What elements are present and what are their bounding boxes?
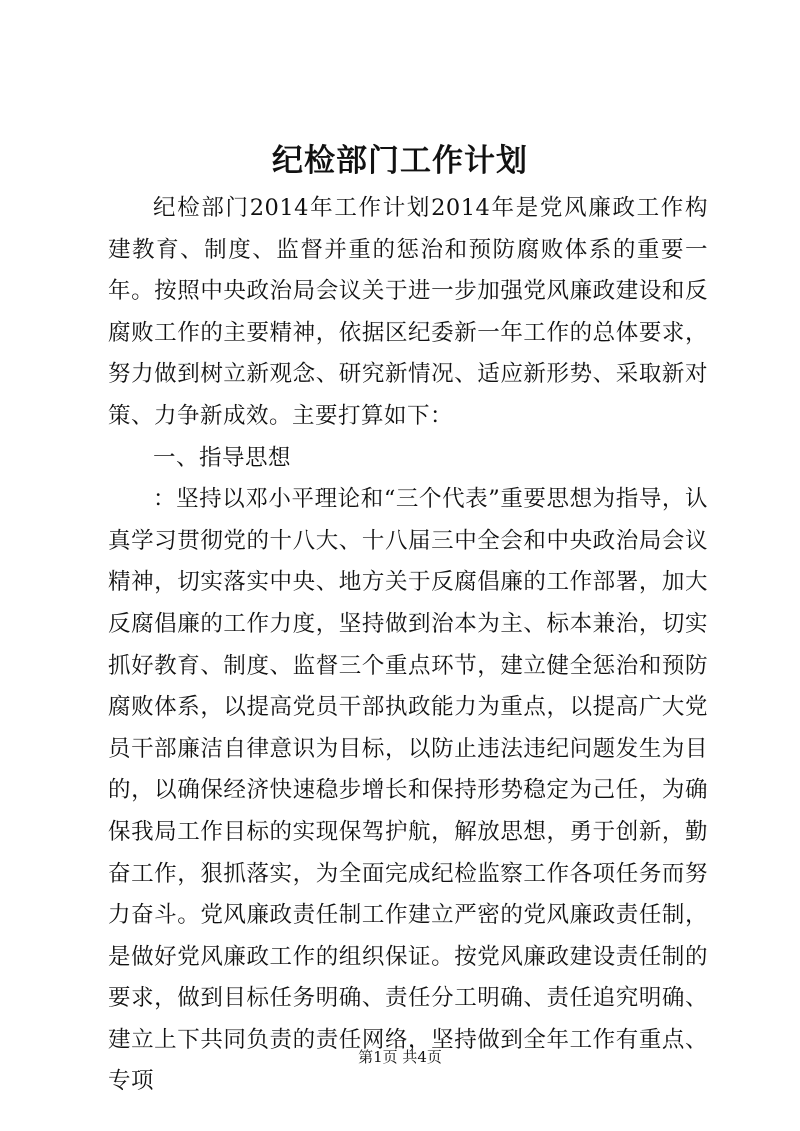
document-title: 纪检部门工作计划 (272, 143, 528, 179)
page-footer: 第1页 共4页 (358, 1048, 442, 1066)
paragraph-guiding-ideology: ：坚持以邓小平理论和“三个代表”重要思想为指导，认真学习贯彻党的十八大、十八届三中全会和中央政治局会议精神，切实落实中央、地方关于反腐倡廉的工作部署，加大反腐倡廉的工作力度，坚持做到治本为主、标本兼治，切实抓好教育、制度、监督三个重点环节，建立健全惩治和预防腐败体系，以提高党员干部执政能力为重点，以提高广大党员干部廉洁自律意识为目标，以防止违法违纪问题发生为目的，以确保经济快速稳步增长和保持形势稳定为己任，为确保我局工作目标的实现保驾护航，解放思想，勇于创新，勤奋工作，狠抓落实，为全面完成纪检监察工作各项任务而努力奋斗。党风廉政责任制工作建立严密的党风廉政责任制，是做好党风廉政工作的组织保证。按党风廉政建设责任制的要求，做到目标任务明确、责任分工明确、责任追究明确、建立上下共同负责的责任网络，坚持做到全年工作有重点、专项 (108, 486, 708, 1095)
document-body (108, 188, 708, 1103)
section-heading-guiding-ideology: 一、指导思想 (153, 444, 292, 471)
paragraph-intro: 纪检部门2014年工作计划2014年是党风廉政工作构建教育、制度、监督并重的惩治和预防腐败体系的重要一年。按照中央政治局会议关于进一步加强党风廉政建设和反腐败工作的主要精神，依据区纪委新一年工作的总体要求，努力做到树立新观念、研究新情况、适应新形势、采取新对策、力争新成效。主要打算如下： (108, 195, 708, 429)
